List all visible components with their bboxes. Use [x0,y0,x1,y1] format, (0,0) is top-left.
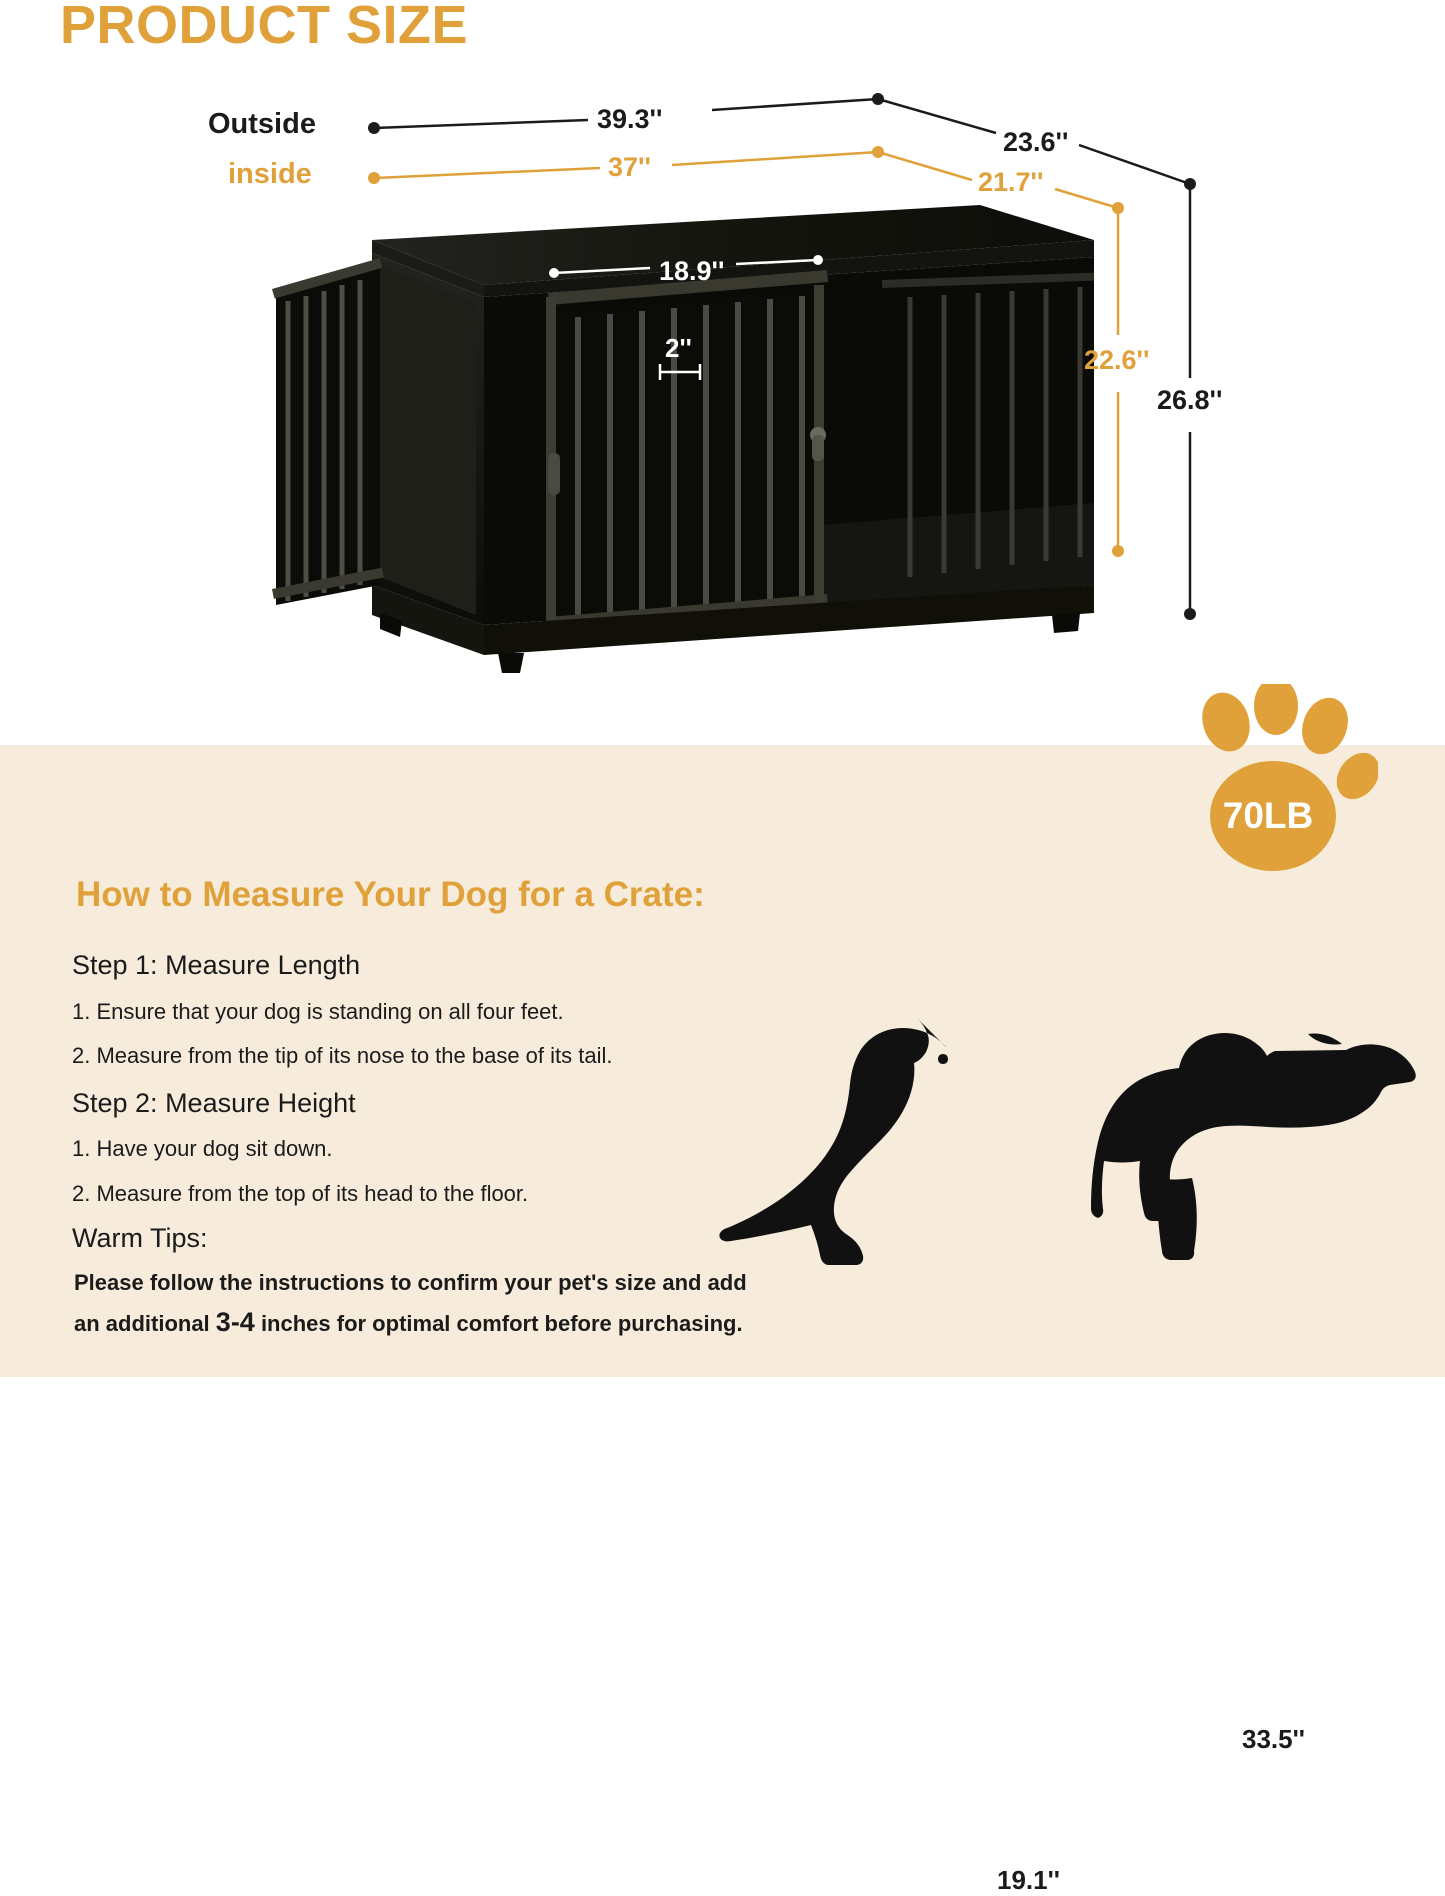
dim-dog-length: 33.5'' [1242,1724,1305,1754]
dim-outside-depth: 23.6'' [1003,127,1069,157]
warm-tips-line1: Please follow the instructions to confirm your pet's size and add [74,1270,747,1295]
warm-tips-title: Warm Tips: [72,1223,208,1253]
dim-outside-width: 39.3'' [597,104,663,134]
page-title: PRODUCT SIZE [60,0,469,55]
weight-capacity-label: 70LB [1222,795,1314,836]
dim-bar-gap: 2'' [665,333,692,363]
dim-inside-height: 22.6'' [1084,345,1150,375]
paw-icon [1168,684,1378,874]
sitting-dog-silhouette [715,1010,1025,1290]
measure-heading: How to Measure Your Dog for a Crate: [76,875,705,914]
step1-line2: 2. Measure from the tip of its nose to the base of its tail. [72,1043,613,1068]
warm-tips-line2-suffix: inches for optimal comfort before purchasing. [254,1311,743,1336]
step1-line1: 1. Ensure that your dog is standing on all four feet. [72,999,564,1024]
dim-outside-height: 26.8'' [1157,385,1223,415]
step2-title: Step 2: Measure Height [72,1088,356,1118]
dim-inside-width: 37'' [608,152,651,182]
dim-door-width: 18.9'' [659,256,725,286]
step2-line1: 1. Have your dog sit down. [72,1136,333,1161]
warm-tips-line2 [74,1307,743,1338]
warm-tips-highlight: 3-4 [215,1307,255,1337]
top-section [0,0,1445,745]
step1-title: Step 1: Measure Length [72,950,361,980]
step2-line2: 2. Measure from the top of its head to the floor. [72,1181,529,1206]
label-outside: Outside [208,108,316,140]
dim-dog-height: 19.1'' [997,1865,1060,1895]
standing-dog-silhouette [1090,1010,1420,1290]
label-inside: inside [228,158,312,190]
warm-tips-line2-prefix: an additional [74,1311,216,1336]
dim-inside-depth: 21.7'' [978,167,1044,197]
